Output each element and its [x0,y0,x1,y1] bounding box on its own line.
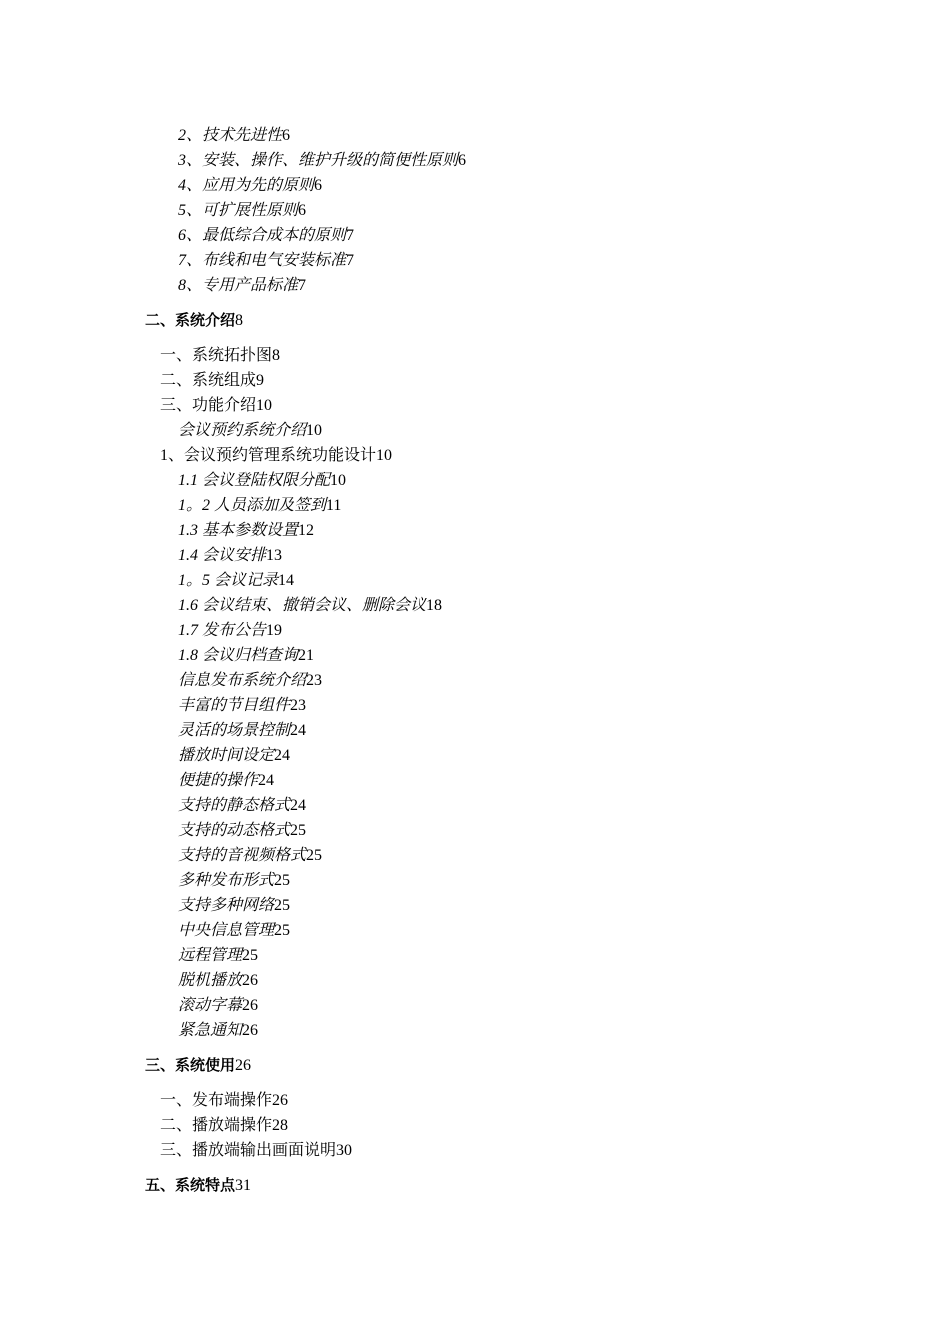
toc-entry-title: 丰富的节目组件 [178,697,291,714]
toc-entry-title: 1.4 会议安排 [178,547,267,564]
toc-entry[interactable] [0,343,950,368]
toc-entry-title: 5、可扩展性原则 [178,202,299,219]
toc-entry-page-number: 24 [290,722,307,739]
toc-entry[interactable] [0,593,950,618]
toc-entry[interactable] [0,893,950,918]
toc-entry[interactable] [0,618,950,643]
toc-entry-title: 2、技术先进性 [178,127,283,144]
toc-entry[interactable] [0,368,950,393]
toc-entry-title: 7、布线和电气安装标准 [178,252,347,269]
toc-entry[interactable] [0,843,950,868]
toc-entry[interactable] [0,543,950,568]
toc-entry-title: 信息发布系统介绍 [178,672,307,689]
toc-entry[interactable] [0,123,950,148]
toc-entry-page-number: 14 [278,572,295,589]
toc-entry[interactable] [0,198,950,223]
toc-entry-page-number: 12 [298,522,315,539]
toc-entry-title: 会议预约系统介绍 [178,422,307,439]
toc-entry-page-number: 31 [235,1177,252,1194]
toc-entry[interactable] [0,643,950,668]
toc-entry-page-number: 9 [256,372,265,389]
toc-entry-title: 滚动字幕 [178,997,243,1014]
toc-entry-title: 远程管理 [178,947,243,964]
toc-entry-page-number: 6 [314,177,323,194]
toc-entry-title: 便捷的操作 [178,772,259,789]
toc-entry-page-number: 26 [242,997,259,1014]
toc-entry-page-number: 13 [266,547,283,564]
toc-entry-title: 1。5 会议记录 [178,572,279,589]
toc-entry-page-number: 6 [282,127,291,144]
toc-entry-page-number: 23 [290,697,307,714]
toc-entry-title: 1.3 基本参数设置 [178,522,299,539]
toc-entry-title: 1.7 发布公告 [178,622,267,639]
toc-entry-page-number: 26 [235,1057,252,1074]
toc-entry-title: 1。2 人员添加及签到 [178,497,327,514]
toc-entry-page-number: 24 [290,797,307,814]
toc-entry-title: 1.6 会议结束、撤销会议、删除会议 [178,597,427,614]
toc-entry-title: 一、系统拓扑图 [160,347,273,364]
toc-entry[interactable] [0,468,950,493]
toc-entry[interactable] [0,418,950,443]
toc-entry-page-number: 25 [274,922,291,939]
toc-entry[interactable] [0,1088,950,1113]
toc-entry-page-number: 10 [256,397,273,414]
toc-entry-title: 播放时间设定 [178,747,275,764]
toc-entry[interactable] [0,793,950,818]
toc-entry-page-number: 25 [306,847,323,864]
toc-entry-page-number: 7 [346,252,355,269]
toc-entry-page-number: 21 [298,647,315,664]
toc-entry-title: 三、功能介绍 [160,397,257,414]
toc-entry-page-number: 8 [272,347,281,364]
toc-entry-page-number: 6 [458,152,467,169]
toc-entry-title: 三、播放端输出画面说明 [160,1142,337,1159]
toc-entry-page-number: 24 [258,772,275,789]
toc-entry-title: 一、发布端操作 [160,1092,273,1109]
toc-entry-title: 紧急通知 [178,1022,243,1039]
toc-entry-page-number: 11 [326,497,342,514]
toc-entry[interactable] [0,393,950,418]
toc-entry-title: 支持的动态格式 [178,822,291,839]
toc-entry-title: 4、应用为先的原则 [178,177,315,194]
toc-entry[interactable] [0,443,950,468]
toc-entry[interactable] [0,768,950,793]
toc-entry-page-number: 10 [376,447,393,464]
toc-entry[interactable] [0,308,950,333]
toc-entry[interactable] [0,818,950,843]
toc-entry-title: 三、系统使用 [145,1056,236,1074]
toc-entry-page-number: 26 [242,972,259,989]
toc-entry-title: 脱机播放 [178,972,243,989]
toc-entry-page-number: 23 [306,672,323,689]
toc-entry[interactable] [0,968,950,993]
toc-entry-title: 二、播放端操作 [160,1117,273,1134]
toc-entry[interactable] [0,668,950,693]
toc-entry[interactable] [0,223,950,248]
toc-entry-title: 五、系统特点 [145,1176,236,1194]
toc-entry[interactable] [0,743,950,768]
toc-entry[interactable] [0,718,950,743]
toc-entry-title: 8、专用产品标准 [178,277,299,294]
toc-entry-title: 1.1 会议登陆权限分配 [178,472,331,489]
toc-entry[interactable] [0,1173,950,1198]
toc-entry-page-number: 26 [242,1022,259,1039]
toc-entry[interactable] [0,273,950,298]
toc-entry-page-number: 30 [336,1142,353,1159]
toc-entry[interactable] [0,943,950,968]
toc-entry[interactable] [0,1138,950,1163]
toc-entry[interactable] [0,993,950,1018]
toc-entry-title: 支持多种网络 [178,897,275,914]
toc-entry-page-number: 24 [274,747,291,764]
toc-entry-page-number: 28 [272,1117,289,1134]
toc-entry-title: 二、系统介绍 [145,311,236,329]
toc-entry-title: 支持的音视频格式 [178,847,307,864]
toc-entry[interactable] [0,148,950,173]
toc-entry[interactable] [0,1113,950,1138]
toc-entry-title: 3、安装、操作、维护升级的简便性原则 [178,152,459,169]
toc-entry-title: 灵活的场景控制 [178,722,291,739]
toc-entry[interactable] [0,1018,950,1043]
toc-entry-title: 多种发布形式 [178,872,275,889]
toc-entry-page-number: 7 [298,277,307,294]
toc-entry-page-number: 26 [272,1092,289,1109]
toc-entry-page-number: 7 [346,227,355,244]
toc-entry[interactable] [0,568,950,593]
toc-entry-page-number: 25 [274,872,291,889]
toc-entry-page-number: 18 [426,597,443,614]
toc-entry-title: 1.8 会议归档查询 [178,647,299,664]
toc-entry-title: 中央信息管理 [178,922,275,939]
toc-entry-page-number: 10 [330,472,347,489]
toc-entry[interactable] [0,518,950,543]
toc-entry-page-number: 25 [290,822,307,839]
toc-entry[interactable] [0,493,950,518]
toc-entry[interactable] [0,1053,950,1078]
toc-entry-page-number: 8 [235,312,244,329]
toc-entry-title: 支持的静态格式 [178,797,291,814]
toc-entry[interactable] [0,693,950,718]
toc-entry-title: 6、最低综合成本的原则 [178,227,347,244]
toc-entry[interactable] [0,868,950,893]
toc-entry-page-number: 19 [266,622,283,639]
toc-entry[interactable] [0,918,950,943]
toc-entry-page-number: 25 [274,897,291,914]
toc-entry-title: 二、系统组成 [160,372,257,389]
toc-entry-page-number: 10 [306,422,323,439]
toc-entry-page-number: 25 [242,947,259,964]
toc-entry[interactable] [0,248,950,273]
toc-entry-title: 1、会议预约管理系统功能设计 [160,447,377,464]
table-of-contents [0,123,950,1208]
toc-entry[interactable] [0,173,950,198]
toc-entry-page-number: 6 [298,202,307,219]
